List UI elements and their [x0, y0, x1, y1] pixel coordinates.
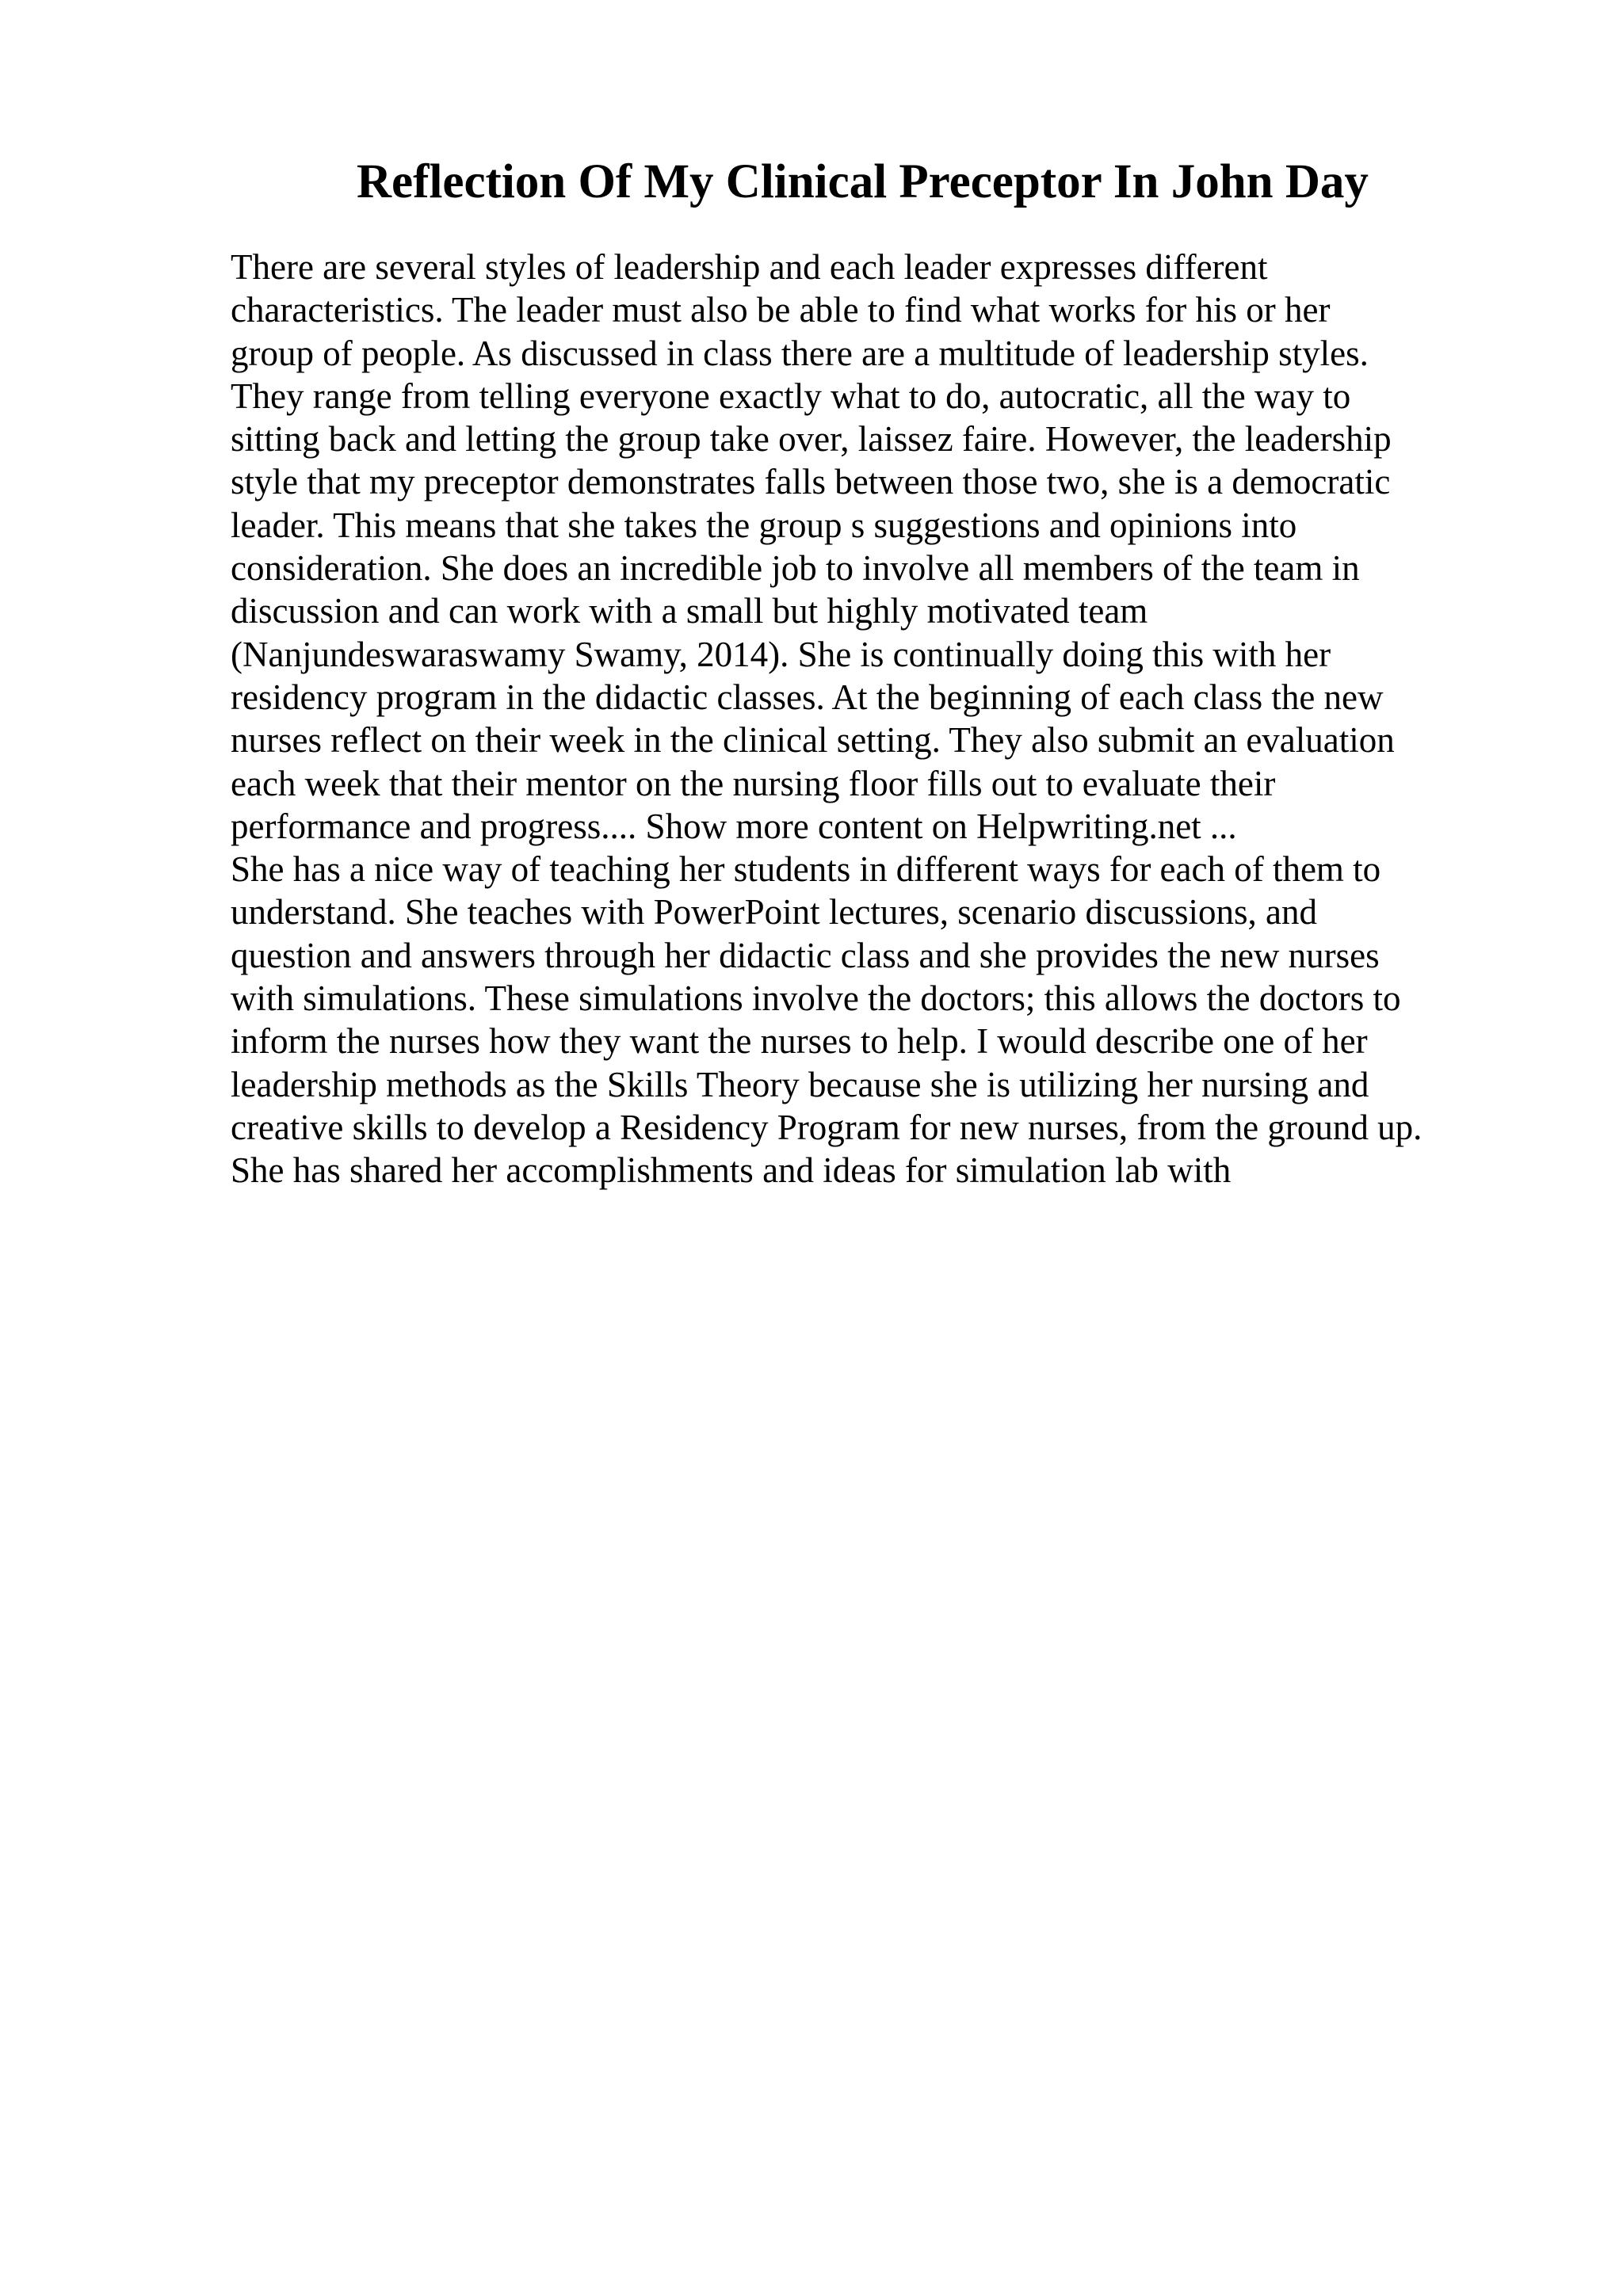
body-line: They range from telling everyone exactly what to do, autocratic, all the way to [231, 376, 1351, 416]
body-line: She has a nice way of teaching her students in different ways for each of them to [231, 849, 1381, 890]
body-line: group of people. As discussed in class there are a multitude of leadership styles. [231, 333, 1369, 373]
body-line: consideration. She does an incredible job to involve all members of the team in [231, 548, 1360, 589]
body-line: inform the nurses how they want the nurses to help. I would describe one of her [231, 1021, 1368, 1062]
body-line: each week that their mentor on the nursing floor fills out to evaluate their [231, 763, 1276, 803]
body-line: question and answers through her didactic class and she provides the new nurses [231, 935, 1380, 975]
body-line: leader. This means that she takes the group s suggestions and opinions into [231, 505, 1297, 545]
body-line: discussion and can work with a small but highly motivated team [231, 591, 1148, 631]
document-title: Reflection Of My Clinical Preceptor In John Day [357, 155, 1369, 208]
body-line: (Nanjundeswaraswamy Swamy, 2014). She is continually doing this with her [231, 634, 1331, 674]
body-line: performance and progress.... Show more content on Helpwriting.net ... [231, 806, 1237, 846]
body-line: sitting back and letting the group take over, laissez faire. However, the leadership [231, 419, 1392, 460]
body-line: with simulations. These simulations involve the doctors; this allows the doctors to [231, 978, 1401, 1019]
document-body [231, 246, 1483, 1192]
body-line: characteristics. The leader must also be able to find what works for his or her [231, 290, 1331, 330]
body-line: style that my preceptor demonstrates falls between those two, she is a democratic [231, 462, 1391, 502]
body-line: nurses reflect on their week in the clinical setting. They also submit an evaluation [231, 720, 1395, 761]
body-line: creative skills to develop a Residency Program for new nurses, from the ground up. [231, 1107, 1423, 1147]
body-line: She has shared her accomplishments and ideas for simulation lab with [231, 1150, 1232, 1191]
body-line: residency program in the didactic classes. At the beginning of each class the new [231, 677, 1384, 717]
body-line: understand. She teaches with PowerPoint lectures, scenario discussions, and [231, 892, 1317, 933]
body-line: There are several styles of leadership and each leader expresses different [231, 247, 1268, 287]
body-line: leadership methods as the Skills Theory because she is utilizing her nursing and [231, 1064, 1369, 1104]
